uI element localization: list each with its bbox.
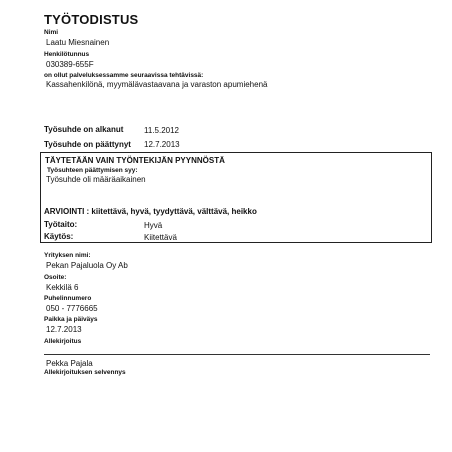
- duties-label: on ollut palveluksessamme seuraavissa tehtävissä:: [44, 72, 204, 79]
- id-label: Henkilötunnus: [44, 51, 90, 58]
- start-label: Työsuhde on alkanut: [44, 125, 124, 134]
- start-value: 11.5.2012: [144, 126, 179, 135]
- name-label: Nimi: [44, 29, 59, 36]
- rating-heading: ARVIOINTI : kiitettävä, hyvä, tyydyttävä, välttävä, heikko: [44, 207, 257, 216]
- reason-value: Työsuhde oli määräaikainen: [46, 175, 146, 184]
- duties-value: Kassahenkilönä, myymälävastaavana ja varaston apumiehenä: [46, 80, 268, 89]
- address-label: Osoite:: [44, 274, 67, 281]
- end-value: 12.7.2013: [144, 140, 180, 149]
- signer-name: Pekka Pajala: [46, 359, 93, 368]
- signature-line: [44, 354, 430, 355]
- name-value: Laatu Miesnainen: [46, 38, 110, 47]
- skill-label: Työtaito:: [44, 220, 78, 229]
- clarification-label: Allekirjoituksen selvennys: [44, 369, 126, 376]
- behavior-value: Kiitettävä: [144, 233, 177, 242]
- reason-label: Työsuhteen päättymisen syy:: [47, 167, 138, 174]
- company-name-value: Pekan Pajaluola Oy Ab: [46, 261, 128, 270]
- phone-value: 050 - 7776665: [46, 304, 98, 313]
- end-label: Työsuhde on päättynyt: [44, 140, 131, 149]
- request-heading: TÄYTETÄÄN VAIN TYÖNTEKIJÄN PYYNNÖSTÄ: [45, 156, 225, 165]
- id-value: 030389-655F: [46, 60, 94, 69]
- address-value: Kekkilä 6: [46, 283, 79, 292]
- skill-value: Hyvä: [144, 221, 163, 230]
- document-title: TYÖTODISTUS: [44, 12, 139, 27]
- date-label: Paikka ja päiväys: [44, 316, 98, 323]
- company-name-label: Yrityksen nimi:: [44, 252, 91, 259]
- employee-request-box: [40, 152, 432, 243]
- date-value: 12.7.2013: [46, 325, 82, 334]
- signature-label: Allekirjoitus: [44, 338, 82, 345]
- behavior-label: Käytös:: [44, 232, 74, 241]
- phone-label: Puhelinnumero: [44, 295, 92, 302]
